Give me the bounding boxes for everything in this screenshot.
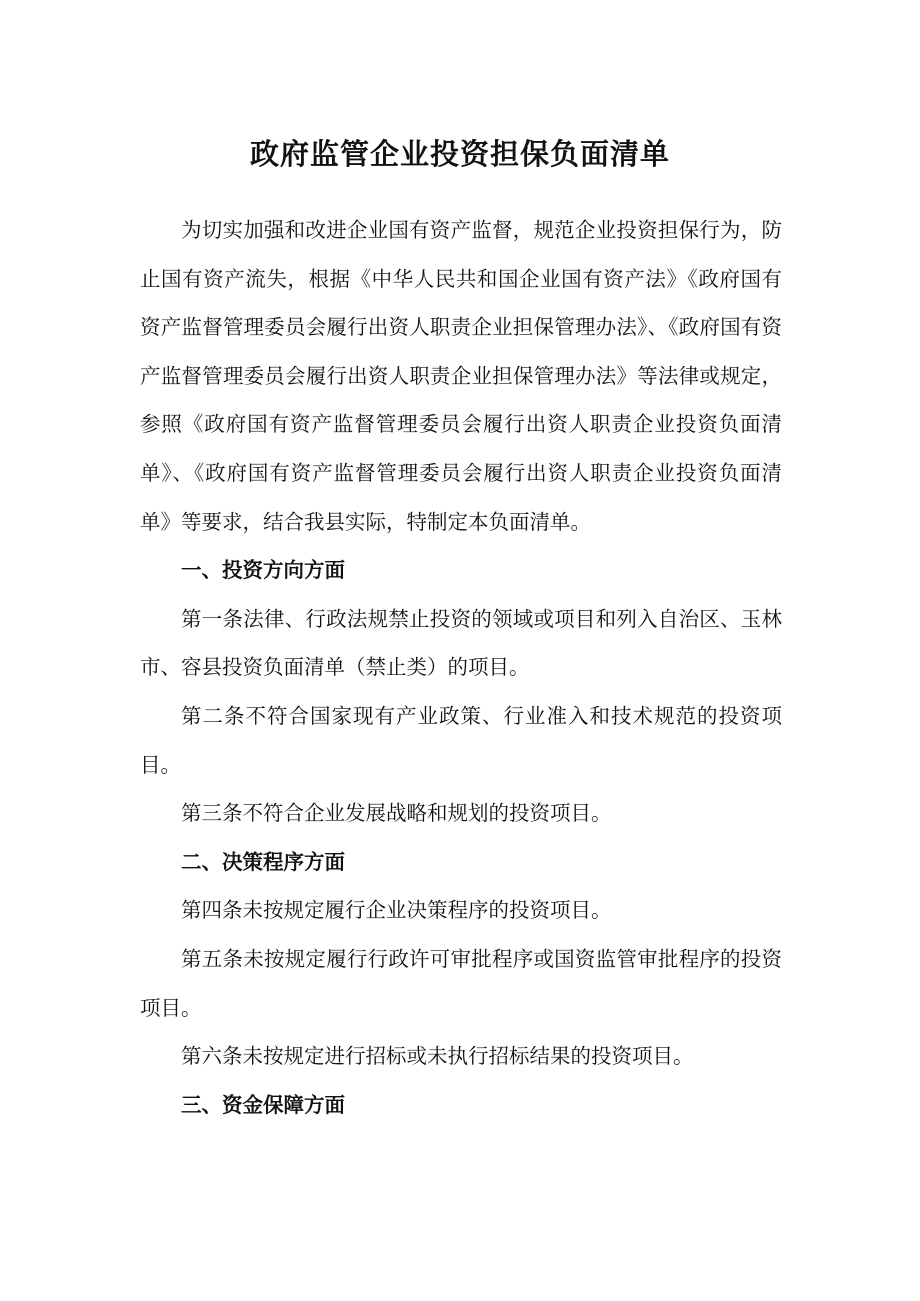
document-title: 政府监管企业投资担保负面清单 bbox=[249, 137, 670, 171]
section-heading-funding-guarantee: 三、资金保障方面 bbox=[181, 1092, 345, 1117]
article-5: 第五条未按规定履行行政许可审批程序或国资监管审批程序的投资项目。 bbox=[140, 946, 782, 1020]
section-heading-investment-direction: 一、投资方向方面 bbox=[181, 558, 345, 583]
document-body bbox=[140, 206, 782, 1129]
article-2: 第二条不符合国家现有产业政策、行业准入和技术规范的投资项目。 bbox=[140, 703, 782, 777]
article-6: 第六条未按规定进行招标或未执行招标结果的投资项目。 bbox=[181, 1044, 694, 1069]
article-3: 第三条不符合企业发展战略和规划的投资项目。 bbox=[181, 801, 612, 826]
intro-paragraph: 为切实加强和改进企业国有资产监督，规范企业投资担保行为，防止国有资产流失，根据《中华人民共和国企业国有资产法》《政府国有资产监督管理委员会履行出资人职责企业担保管理办法》、《政府国有资产监督管理委员会履行出资人职责企业担保管理办法》等法律或规定，参照《政府国有资产监督管理委员会履行出资人职责企业投资负面清单》、《政府国有资产监督管理委员会履行出资人职责企业投资负面清单》等要求，结合我县实际，特制定本负面清单。 bbox=[140, 218, 782, 534]
article-4: 第四条未按规定履行企业决策程序的投资项目。 bbox=[181, 898, 612, 923]
article-1: 第一条法律、行政法规禁止投资的领域或项目和列入自治区、玉林市、容县投资负面清单（禁止类）的项目。 bbox=[140, 606, 782, 680]
section-heading-decision-procedure: 二、决策程序方面 bbox=[181, 849, 345, 874]
